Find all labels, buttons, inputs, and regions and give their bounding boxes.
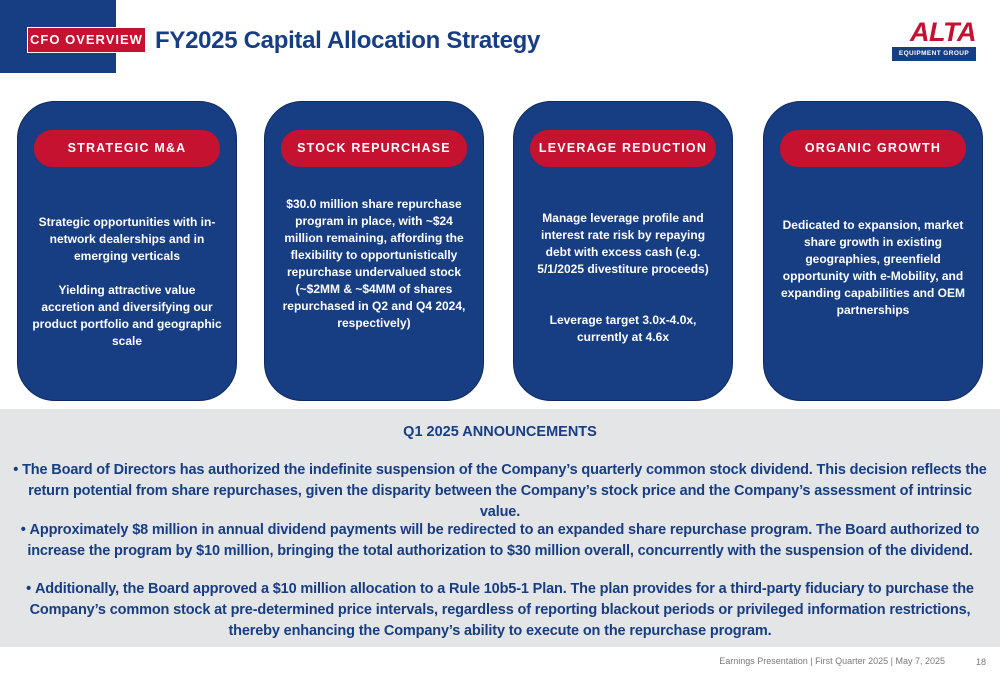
bullet-marker: • [20, 522, 30, 538]
footer-text: Earnings Presentation | First Quarter 2025 | May 7, 2025 [719, 656, 945, 666]
announcement-text: Additionally, the Board approved a $10 million allocation to a Rule 10b5-1 Plan. The plan provides for a third-party fiduciary to purchase the Company’s common stock at pre-determined price intervals, regardless of reporting blackout periods or privileged information restrictions, thereby enhancing the Company’s ability to execute on the repurchase program. [29, 581, 974, 639]
card-text: Manage leverage profile and interest rate risk by repaying debt with excess cash (e.g. 5/1/2025 divestiture proceeds) [537, 211, 709, 276]
announcement-item [0, 460, 1000, 523]
announcement-item [0, 579, 1000, 642]
card-text: $30.0 million share repurchase program in place, with ~$24 million remaining, affording the flexibility to opportunistically repurchase undervalued stock (~$2MM & ~$4MM of shares repurchased in Q2 and Q4 2024, respectively) [282, 197, 466, 330]
page-title: FY2025 Capital Allocation Strategy [155, 27, 541, 54]
card-body [32, 174, 222, 390]
bullet-marker: • [26, 581, 35, 597]
logo-wordmark: ALTA [910, 17, 976, 47]
bullet-marker: • [13, 462, 23, 478]
company-logo [892, 18, 976, 64]
card-label: STOCK REPURCHASE [281, 130, 467, 167]
card-label: LEVERAGE REDUCTION [530, 130, 716, 167]
card-leverage-reduction [513, 101, 733, 401]
card-organic-growth [763, 101, 983, 401]
card-strategic-ma [17, 101, 237, 401]
card-text: Dedicated to expansion, market share growth in existing geographies, greenfield opportunity with e-Mobility, and expanding capabilities and OEM partnerships [780, 218, 966, 317]
section-tag: CFO OVERVIEW [27, 27, 146, 53]
card-stock-repurchase [264, 101, 484, 401]
page-number: 18 [975, 657, 986, 667]
announcement-item [0, 520, 1000, 562]
logo-tagline: EQUIPMENT GROUP [892, 47, 976, 61]
announcement-text: Approximately $8 million in annual dividend payments will be redirected to an expanded share repurchase program. The Board authorized to increase the program by $10 million, bringing the total authorization to $30 million overall, concurrently with the suspension of the dividend. [27, 522, 980, 559]
card-text: Leverage target 3.0x-4.0x, currently at 4.6x [549, 313, 697, 344]
card-text: Yielding attractive value accretion and diversifying our product portfolio and geographic scale [32, 283, 222, 348]
announcement-text: The Board of Directors has authorized the indefinite suspension of the Company’s quarterly common stock dividend. This decision reflects the return potential from share repurchases, given the disparity between the Company’s stock price and the Company’s assessment of intrinsic value. [22, 462, 987, 520]
card-label: ORGANIC GROWTH [780, 130, 966, 167]
card-body [528, 174, 718, 390]
card-text: Strategic opportunities with in-network dealerships and in emerging verticals [38, 215, 216, 263]
card-body [279, 174, 469, 390]
card-label: STRATEGIC M&A [34, 130, 220, 167]
card-body [778, 174, 968, 390]
announcements-title: Q1 2025 ANNOUNCEMENTS [403, 424, 597, 440]
